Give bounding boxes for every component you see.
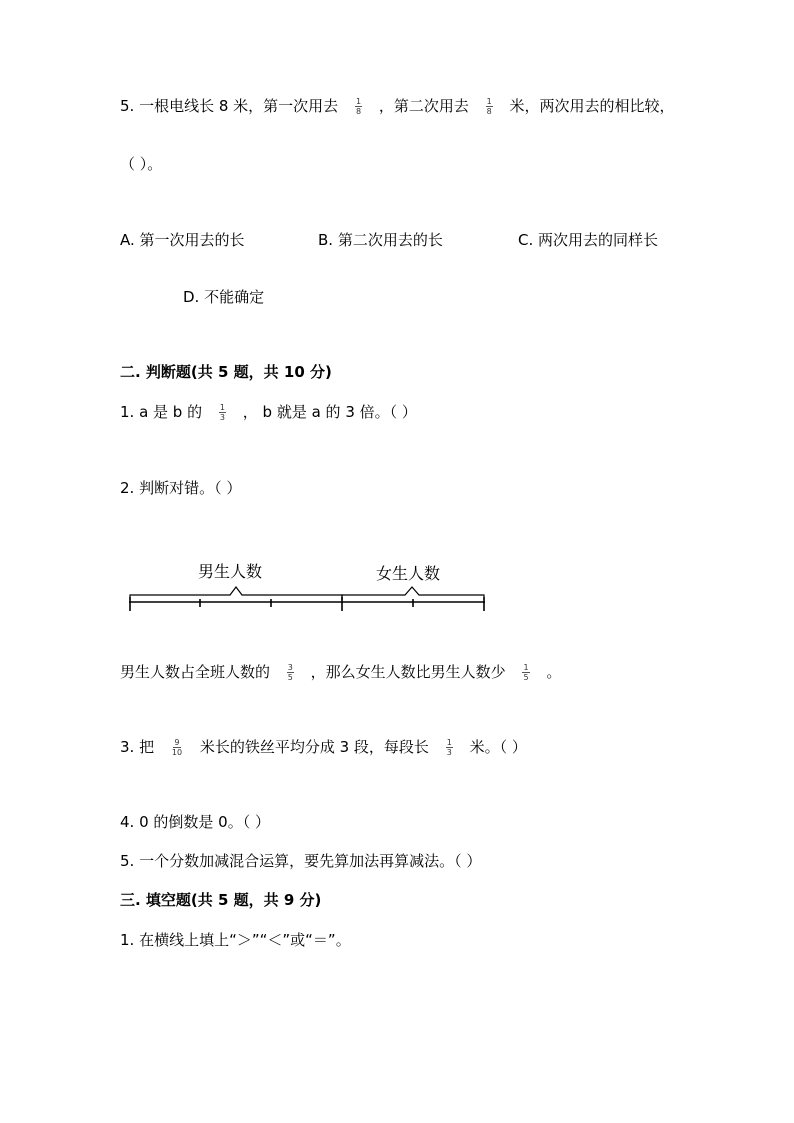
s2-q2-stmt-a: 男生人数占全班人数的 (120, 663, 271, 681)
option-d: D. 不能确定 (183, 288, 265, 306)
label-boys: 男生人数 (198, 562, 263, 581)
s2-q1 (120, 402, 417, 422)
brace-girls (342, 587, 484, 600)
fraction: $\frac{1}{8}$ (355, 97, 362, 116)
q5-text-b: ，第二次用去 (378, 97, 469, 115)
label-girls: 女生人数 (376, 564, 441, 583)
fraction: $\frac{1}{3}$ (219, 403, 225, 422)
s3-q1: 1. 在横线上填上“＞”“＜”或“＝”。 (120, 931, 351, 949)
q5-text-c: 米，两次用去的相比较， (509, 97, 675, 115)
s2-q4: 4. 0 的倒数是 0。（ ） (120, 813, 270, 831)
s2-q3-text-a: 3. 把 (120, 738, 155, 756)
brace-boys (130, 587, 342, 600)
section3-heading: 三. 填空题(共 5 题，共 9 分) (120, 891, 322, 909)
fraction: $\frac{9}{10}$ (171, 738, 183, 757)
q5-answer-paren: （ ）。 (120, 155, 163, 173)
s2-q2-stmt-c: 。 (546, 663, 562, 681)
s2-q3-text-c: 米。（ ） (469, 738, 527, 756)
q5-text-a: 5. 一根电线长 8 米，第一次用去 (120, 97, 339, 115)
section2-heading: 二. 判断题(共 5 题，共 10 分) (120, 363, 332, 381)
q5-question-line1 (120, 96, 675, 116)
s2-q3 (120, 737, 527, 757)
option-b: B. 第二次用去的长 (318, 231, 443, 249)
s2-q2-statement (120, 662, 561, 682)
s2-q1-text-a: 1. a 是 b 的 (120, 403, 203, 421)
fraction: $\frac{1}{8}$ (486, 97, 492, 116)
segment-diagram (120, 556, 500, 616)
s2-q1-text-b: ， b 就是 a 的 3 倍。（ ） (242, 403, 417, 421)
fraction: $\frac{1}{5}$ (523, 663, 529, 682)
fraction: $\frac{1}{3}$ (446, 738, 452, 757)
s2-q5: 5. 一个分数加减混合运算，要先算加法再算减法。（ ） (120, 852, 482, 870)
fraction: $\frac{3}{5}$ (287, 663, 293, 682)
option-a: A. 第一次用去的长 (120, 231, 245, 249)
option-c: C. 两次用去的同样长 (518, 231, 659, 249)
s2-q2-stmt-b: ，那么女生人数比男生人数少 (310, 663, 506, 681)
s2-q2: 2. 判断对错。（ ） (120, 479, 242, 497)
s2-q3-text-b: 米长的铁丝平均分成 3 段，每段长 (199, 738, 429, 756)
